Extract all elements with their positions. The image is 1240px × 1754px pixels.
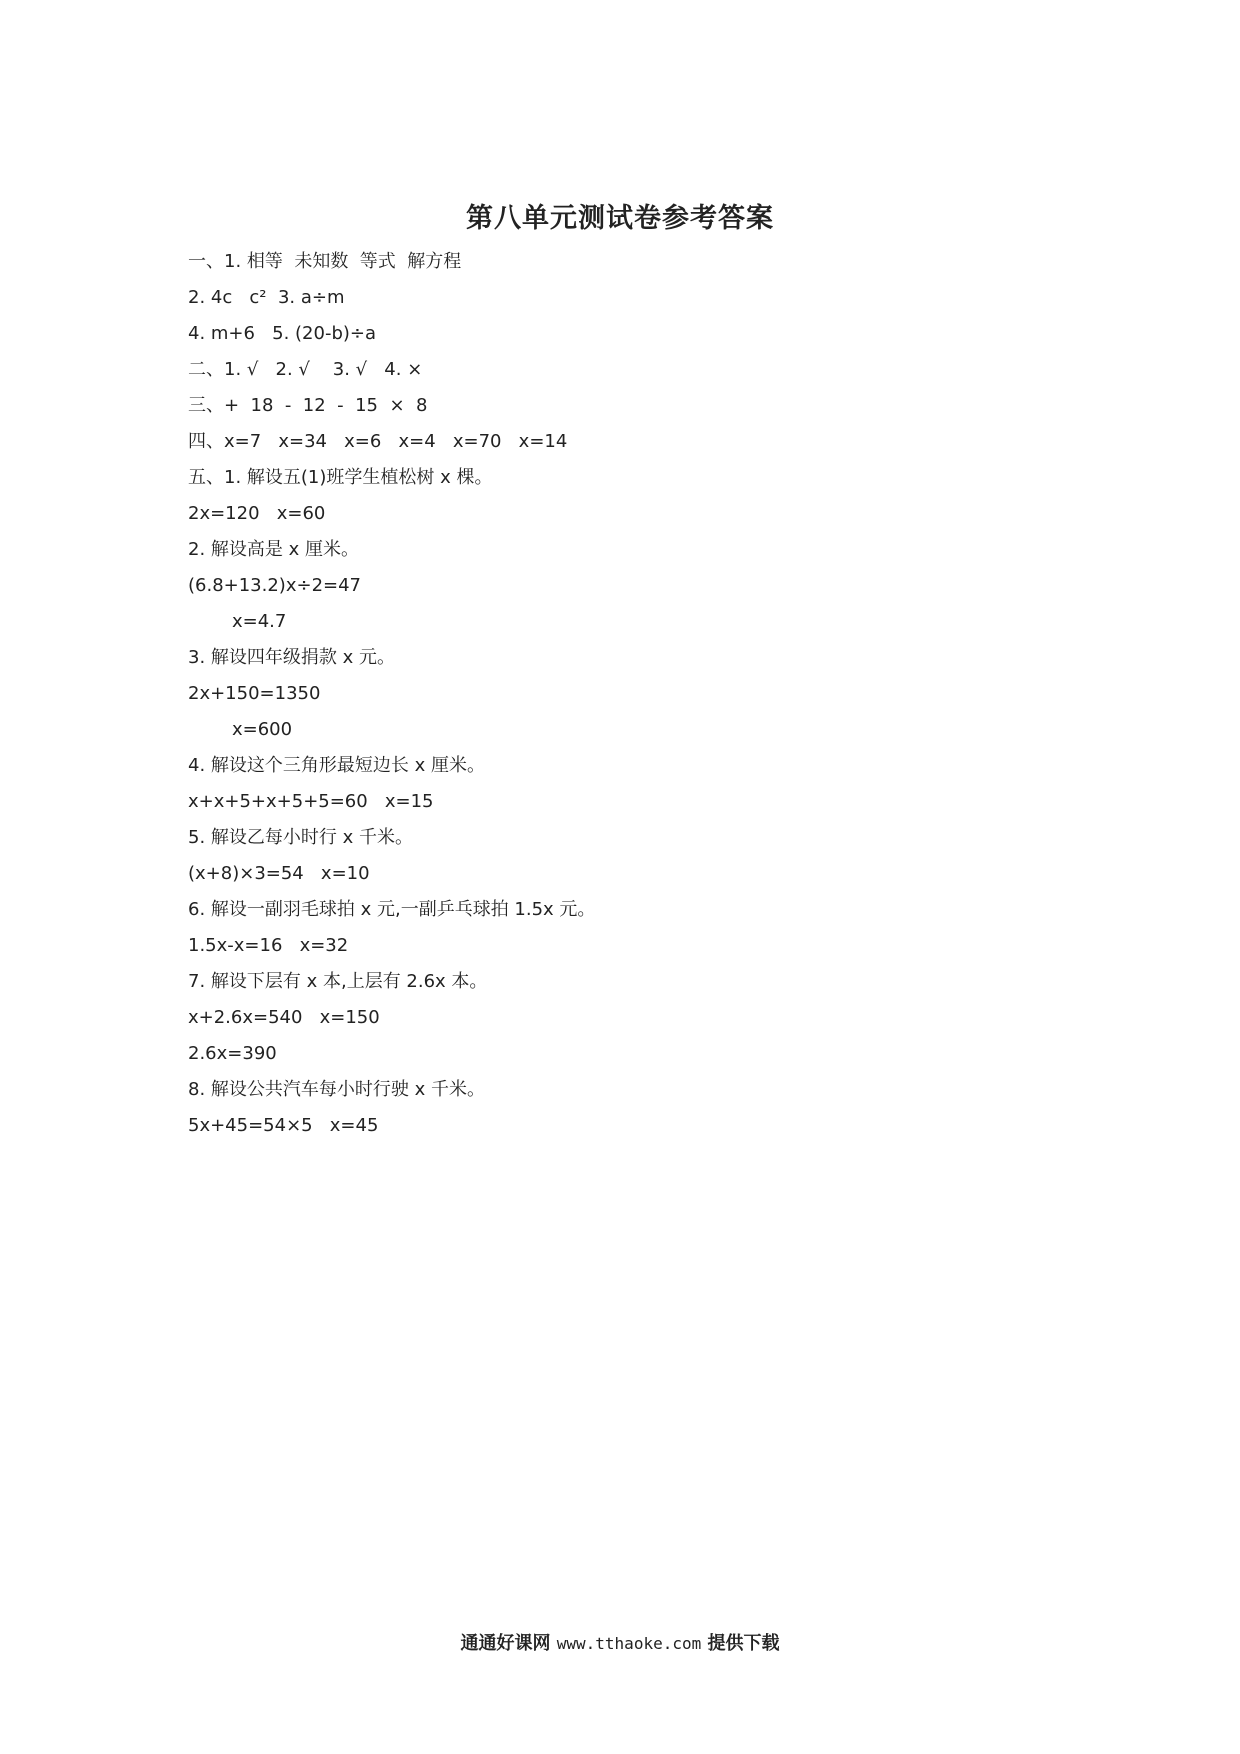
answer-line-14: x=600 [232, 719, 293, 740]
answer-line-11: x=4.7 [232, 611, 287, 632]
answer-line-21: 7. 解设下层有 x 本,上层有 2.6x 本。 [188, 971, 488, 992]
answer-line-20: 1.5x-x=16 x=32 [188, 935, 349, 956]
footer-site-name: 通通好课网 [460, 1633, 551, 1654]
page-title: 第八单元测试卷参考答案 [466, 203, 774, 234]
answer-line-10: (6.8+13.2)x÷2=47 [188, 575, 362, 596]
answer-line-4: 二、1. √ 2. √ 3. √ 4. × [188, 359, 423, 380]
answer-line-6: 四、x=7 x=34 x=6 x=4 x=70 x=14 [188, 431, 568, 452]
answer-line-16: x+x+5+x+5+5=60 x=15 [188, 791, 434, 812]
answer-line-1: 一、1. 相等 未知数 等式 解方程 [188, 251, 462, 272]
answer-line-3: 4. m+6 5. (20-b)÷a [188, 323, 377, 344]
answer-line-9: 2. 解设高是 x 厘米。 [188, 539, 359, 560]
answer-line-15: 4. 解设这个三角形最短边长 x 厘米。 [188, 755, 485, 776]
footer-url-link[interactable]: www.tthaoke.com [556, 1634, 702, 1653]
answer-line-5: 三、+ 18 - 12 - 15 × 8 [188, 395, 428, 416]
answer-line-8: 2x=120 x=60 [188, 503, 326, 524]
answer-line-25: 5x+45=54×5 x=45 [188, 1115, 379, 1136]
answer-line-22: x+2.6x=540 x=150 [188, 1007, 380, 1028]
answer-line-19: 6. 解设一副羽毛球拍 x 元,一副乒乓球拍 1.5x 元。 [188, 899, 596, 920]
answer-line-24: 8. 解设公共汽车每小时行驶 x 千米。 [188, 1079, 485, 1100]
answer-line-2: 2. 4c c² 3. a÷m [188, 287, 345, 308]
answer-line-13: 2x+150=1350 [188, 683, 321, 704]
answer-line-17: 5. 解设乙每小时行 x 千米。 [188, 827, 413, 848]
answer-line-7: 五、1. 解设五(1)班学生植松树 x 棵。 [188, 467, 493, 488]
page-footer [0, 1629, 1240, 1655]
answer-line-12: 3. 解设四年级捐款 x 元。 [188, 647, 395, 668]
answer-list [188, 244, 1088, 1144]
answer-line-18: (x+8)×3=54 x=10 [188, 863, 370, 884]
answer-line-23: 2.6x=390 [188, 1043, 277, 1064]
footer-suffix: 提供下载 [707, 1633, 780, 1654]
